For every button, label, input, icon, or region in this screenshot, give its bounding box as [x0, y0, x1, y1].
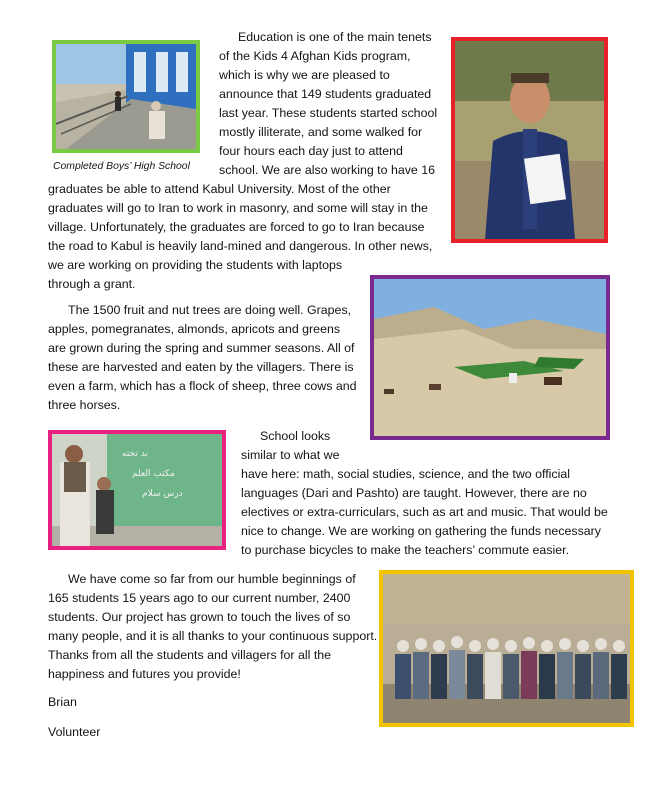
para1-line: we are working on providing the students with laptops [48, 258, 343, 272]
svg-text:بد تخته: بد تخته [122, 449, 148, 459]
para1-line: graduates will go to Iran to work in masonry, and some will stay in the [48, 201, 428, 215]
students-group-photo [379, 570, 634, 727]
para4-line: happiness and futures you provide! [48, 667, 241, 681]
farm-landscape-photo [370, 275, 610, 440]
para3-line: to purchase bicycles to make the teachers’ commute easier. [241, 543, 570, 557]
para1-line: mostly illiterate, and some walked for [219, 125, 423, 139]
para1-line: graduates be able to attend Kabul University. Most of the other [48, 182, 391, 196]
para1-line: through a grant. [48, 277, 136, 291]
signature-title: Volunteer [48, 725, 101, 739]
para2-line: The 1500 fruit and nut trees are doing well. Grapes, [68, 303, 352, 317]
svg-text:درس سلام: درس سلام [142, 489, 183, 499]
para4-line: 165 students 15 years ago to our current number, 2400 [48, 591, 351, 605]
para4-line: students. Our project has grown to touch the lives of so [48, 610, 351, 624]
para1-line: four hours each day just to attend [219, 144, 403, 158]
para2-line: apples, pomegranates, almonds, apricots and greens [48, 322, 341, 336]
svg-text:مكتب العلم: مكتب العلم [132, 469, 175, 479]
para3-line: similar to what we [241, 448, 340, 462]
para1-line: of the Kids 4 Afghan Kids program, [219, 49, 411, 63]
para2-line: these are harvested and eaten by the villagers. There is [48, 360, 354, 374]
signature-name: Brian [48, 695, 77, 709]
para3-line: electives or extra-curriculars, such as art and music. That would be [241, 505, 608, 519]
para4-line: Thanks from all the students and villagers for all the [48, 648, 332, 662]
para2-line: are grown during the spring and summer seasons. All of [48, 341, 355, 355]
para4-line: We have come so far from our humble beginnings of [68, 572, 356, 586]
para1-line: announce that 149 students graduated [219, 87, 432, 101]
classroom-photo [48, 430, 226, 550]
para3-line: School looks [260, 429, 331, 443]
para1-line: the road to Kabul is heavily land-mined and dangerous. In other news, [48, 239, 433, 253]
para3-line: nice to change. We are working on gathering the funds necessary [241, 524, 602, 538]
para2-line: even a farm, which has a flock of sheep, three cows and [48, 379, 357, 393]
para1-line: village. Unfortunately, the graduates are forced to go to Iran because [48, 220, 425, 234]
para4-line: many people, and it is all thanks to your continuous support. [48, 629, 378, 643]
para1-line: Education is one of the main tenets [238, 30, 432, 44]
para1-line: school. We are also working to have 16 [219, 163, 436, 177]
para1-line: last year. These students started school [219, 106, 438, 120]
para3-line: languages (Dari and Pashto) are taught. However, there are no [241, 486, 587, 500]
school-building-photo [52, 40, 200, 153]
para3-line: have here: math, social studies, science, and the two official [241, 467, 570, 481]
boy-portrait-photo [451, 37, 608, 243]
para1-line: which is why we are pleased to [219, 68, 390, 82]
para2-line: three horses. [48, 398, 121, 412]
school-photo-caption: Completed Boys’ High School [53, 161, 190, 172]
